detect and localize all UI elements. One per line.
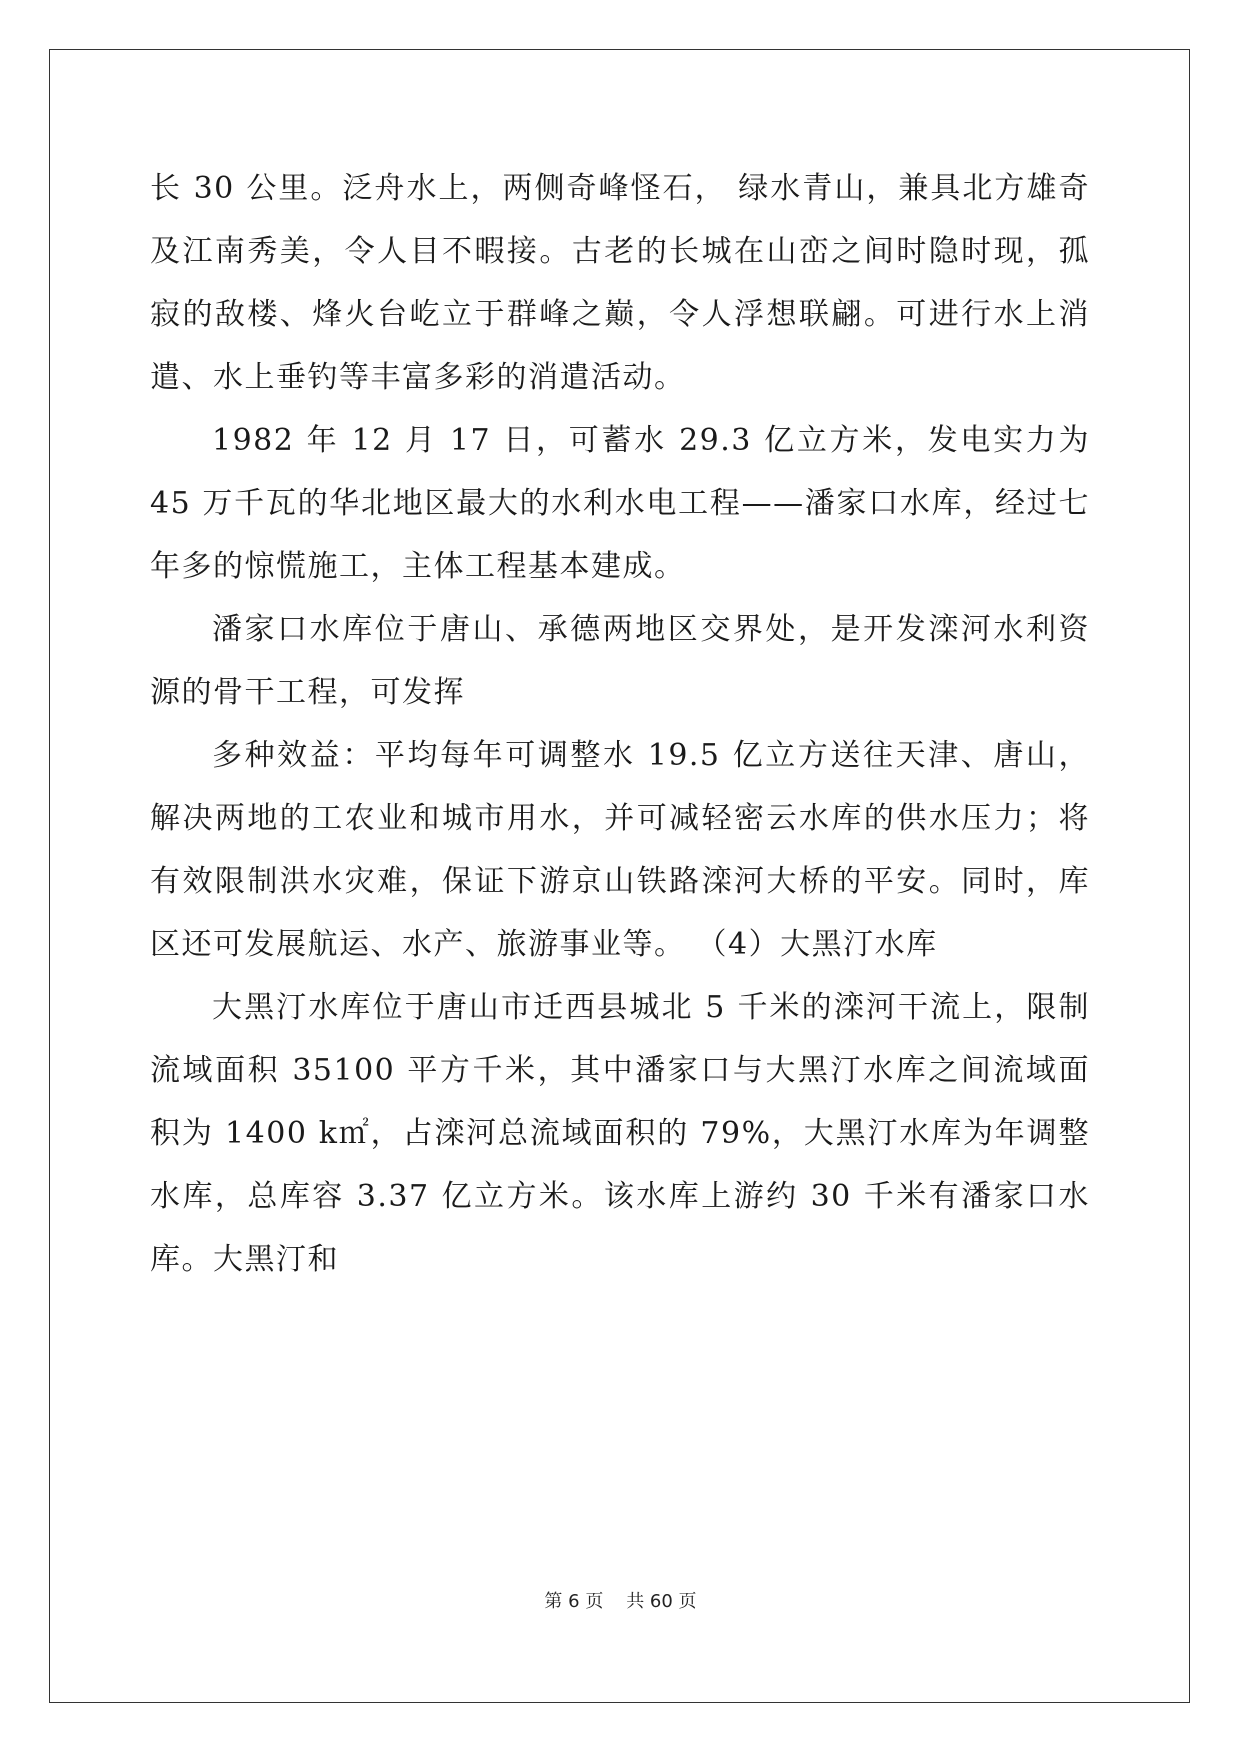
paragraph-5: 大黑汀水库位于唐山市迁西县城北 5 千米的滦河干流上，限制流域面积 35100 平方千米，其中潘家口与大黑汀水库之间流域面积为 1400 k㎡，占滦河总流域面积的 79%，大黑汀水库为年调整水库，总库容 3.37 亿立方米。该水库上游约 30 千米有潘家口水库。大黑汀和: [150, 990, 1090, 1277]
paragraph-3: 潘家口水库位于唐山、承德两地区交界处，是开发滦河水利资源的骨干工程，可发挥: [150, 612, 1090, 710]
paragraph-4: 多种效益：平均每年可调整水 19.5 亿立方送往天津、唐山，解决两地的工农业和城市用水，并可减轻密云水库的供水压力；将有效限制洪水灾难，保证下游京山铁路滦河大桥的平安。同时，库区还可发展航运、水产、旅游事业等。 （4）大黑汀水库: [150, 738, 1090, 962]
paragraph-2: 1982 年 12 月 17 日，可蓄水 29.3 亿立方米，发电实力为 45 万千瓦的华北地区最大的水利水电工程——潘家口水库，经过七年多的惊慌施工，主体工程基本建成。: [150, 423, 1090, 584]
page-number: 第 6 页 共 60 页: [544, 1591, 697, 1612]
document-body: [150, 157, 1090, 1291]
paragraph-1: 长 30 公里。泛舟水上，两侧奇峰怪石， 绿水青山，兼具北方雄奇及江南秀美，令人目不暇接。古老的长城在山峦之间时隐时现，孤寂的敌楼、烽火台屹立于群峰之巅，令人浮想联翩。可进行水上消遣、水上垂钓等丰富多彩的消遣活动。: [150, 171, 1090, 395]
page-footer: [0, 1587, 1241, 1613]
